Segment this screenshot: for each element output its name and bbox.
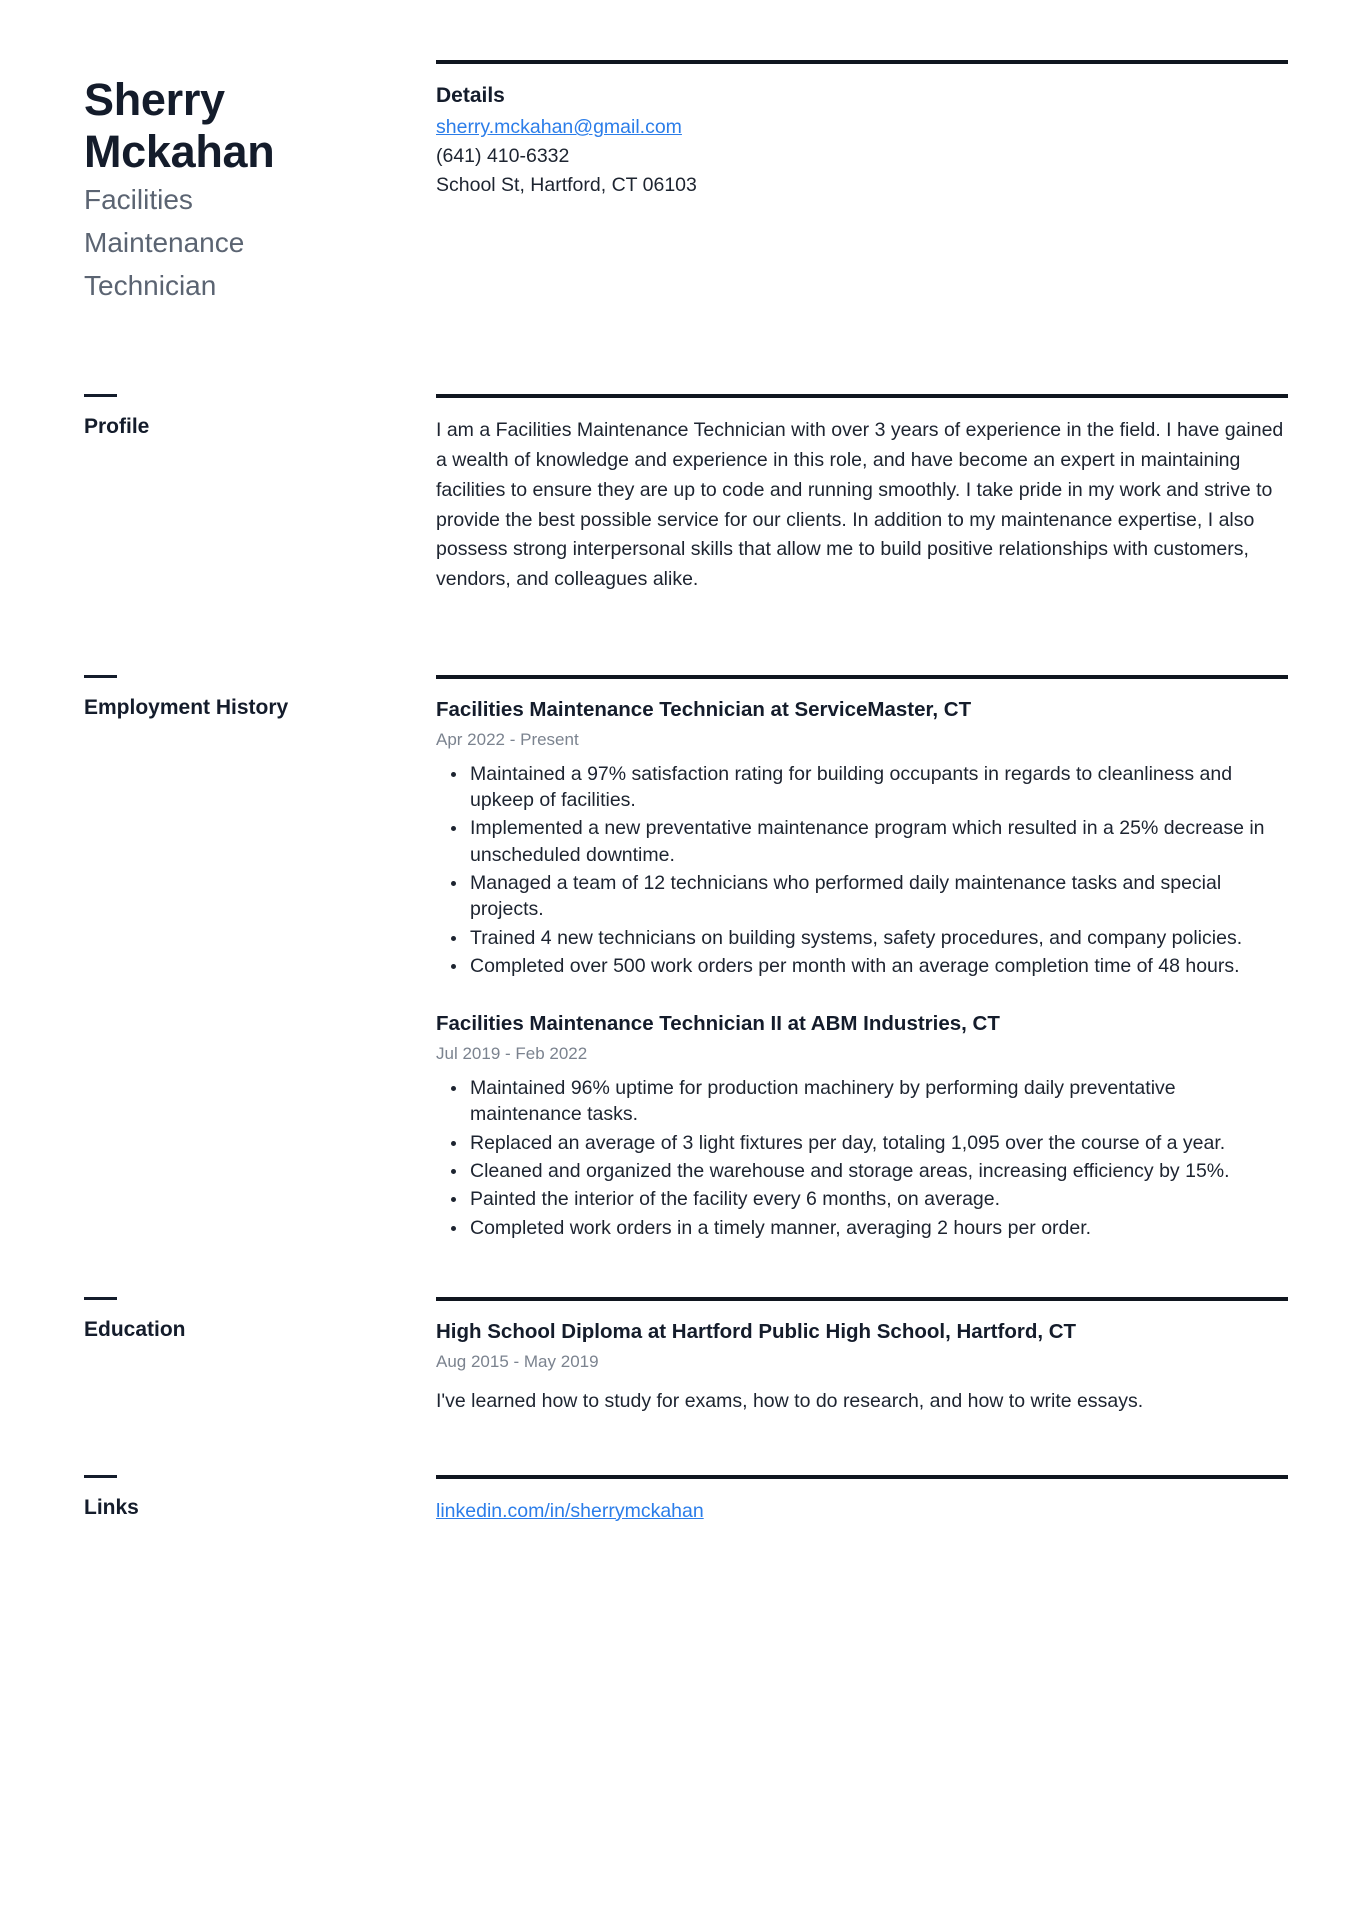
linkedin-link[interactable]: linkedin.com/in/sherrymckahan [436, 1499, 704, 1522]
job-bullet: Completed work orders in a timely manner, averaging 2 hours per order. [470, 1215, 1288, 1241]
job-dates: Jul 2019 - Feb 2022 [436, 1044, 588, 1063]
education-entry [436, 1319, 1288, 1417]
details-heading: Details [436, 84, 505, 107]
education-title: High School Diploma at Hartford Public High School, Hartford, CT [436, 1319, 1077, 1343]
resume-header-row [0, 0, 1366, 306]
employment-label-cell [84, 675, 436, 720]
links-section [0, 1417, 1366, 1526]
candidate-job-title-line-2: Maintenance [84, 226, 245, 258]
education-label-cell [84, 1297, 436, 1342]
candidate-job-title-line-3: Technician [84, 269, 217, 301]
employment-section [0, 595, 1366, 1243]
job-bullet: Maintained a 97% satisfaction rating for building occupants in regards to cleanliness and upkeep of facilities. [470, 761, 1288, 814]
details-address: School St, Hartford, CT 06103 [436, 174, 697, 197]
employment-label: Employment History [84, 696, 289, 720]
education-label: Education [84, 1317, 186, 1341]
section-dash-icon [84, 675, 117, 678]
links-content-cell [436, 1475, 1288, 1526]
section-dash-icon [84, 394, 117, 397]
job-dates: Apr 2022 - Present [436, 729, 579, 749]
job-bullet: Replaced an average of 3 light fixtures per day, totaling 1,095 over the course of a year. [470, 1130, 1288, 1156]
details-phone: (641) 410-6332 [436, 145, 570, 168]
candidate-last-name: Mckahan [84, 126, 275, 178]
job-bullet: Implemented a new preventative maintenance program which resulted in a 25% decrease in unscheduled downtime. [470, 815, 1288, 868]
employment-entry [436, 697, 1288, 979]
section-dash-icon [84, 1475, 117, 1478]
candidate-job-title-line-1: Facilities [84, 184, 193, 216]
education-section [0, 1243, 1366, 1417]
education-dates: Aug 2015 - May 2019 [436, 1351, 599, 1371]
profile-content-cell [436, 394, 1288, 595]
job-bullet: Cleaned and organized the warehouse and storage areas, increasing efficiency by 15%. [470, 1158, 1288, 1184]
details-column [436, 60, 1288, 306]
name-block [84, 74, 412, 306]
links-side-heading [84, 1475, 412, 1520]
education-content-cell [436, 1297, 1288, 1417]
job-bullet: Maintained 96% uptime for production machinery by performing daily preventative maintenance tasks. [470, 1075, 1288, 1128]
header-left-column [84, 60, 436, 306]
details-email-row [436, 113, 1288, 142]
profile-section [0, 306, 1366, 595]
section-dash-icon [84, 1297, 117, 1300]
job-bullet-list [436, 1075, 1288, 1241]
candidate-first-name: Sherry [84, 74, 225, 125]
links-label: Links [84, 1495, 139, 1519]
link-item [436, 1497, 1288, 1526]
job-title: Facilities Maintenance Technician at ServiceMaster, CT [436, 698, 972, 722]
education-side-heading [84, 1297, 412, 1342]
profile-side-heading [84, 394, 412, 439]
profile-text: I am a Facilities Maintenance Technician with over 3 years of experience in the field. I have gained a wealth of knowledge and experience in this role, and have become an expert in maintaining facilities to ensure they are up to code and running smoothly. I take pride in my work and strive to provide the best possible service for our clients. In addition to my maintenance expertise, I also possess strong interpersonal skills that allow me to build positive relationships with customers, vendors, and colleagues alike. [436, 419, 1284, 591]
job-bullet: Painted the interior of the facility every 6 months, on average. [470, 1186, 1288, 1212]
job-bullet-list [436, 761, 1288, 980]
job-title: Facilities Maintenance Technician II at ABM Industries, CT [436, 1012, 1000, 1036]
links-label-cell [84, 1475, 436, 1520]
employment-content-cell [436, 675, 1288, 1243]
employment-side-heading [84, 675, 412, 720]
education-description: I've learned how to study for exams, how to do research, and how to write essays. [436, 1389, 1144, 1412]
employment-entry [436, 1011, 1288, 1241]
job-bullet: Trained 4 new technicians on building systems, safety procedures, and company policies. [470, 925, 1288, 951]
profile-label: Profile [84, 415, 150, 439]
profile-label-cell [84, 394, 436, 439]
job-bullet: Completed over 500 work orders per month with an average completion time of 48 hours. [470, 953, 1288, 979]
email-link[interactable]: sherry.mckahan@gmail.com [436, 116, 682, 139]
job-bullet: Managed a team of 12 technicians who performed daily maintenance tasks and special projects. [470, 870, 1288, 923]
